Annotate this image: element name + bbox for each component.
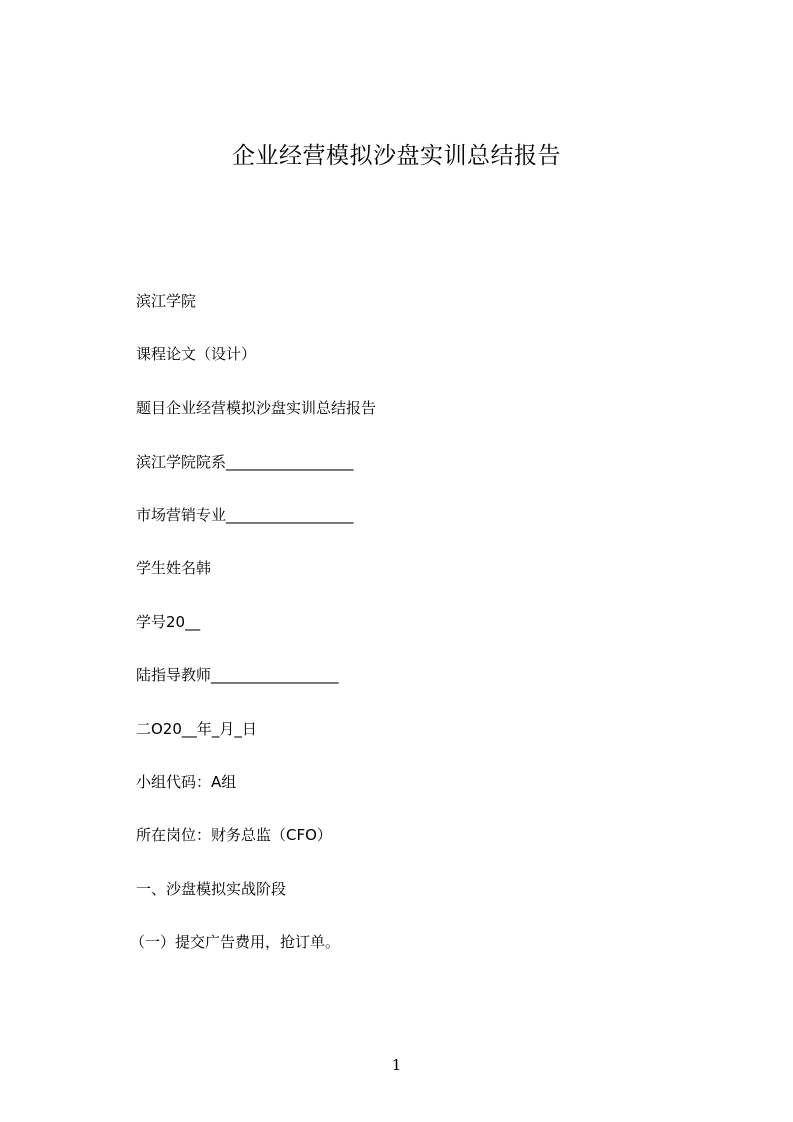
group-code-line: 小组代码：A组: [136, 773, 237, 791]
student-name-line: 学生姓名韩: [136, 559, 212, 577]
page-number: 1: [391, 1056, 402, 1074]
school-name: 滨江学院: [136, 292, 197, 310]
section-heading: 一、沙盘模拟实战阶段: [136, 880, 287, 898]
date-line: 二O20__年_月_日: [136, 720, 257, 738]
department-line: 滨江学院院系_________________: [136, 453, 354, 471]
course-type: 课程论文（设计）: [136, 345, 257, 363]
document-title: 企业经营模拟沙盘实训总结报告: [232, 143, 561, 169]
subsection-heading: （一）提交广告费用，抢订单。: [130, 933, 341, 951]
topic-line: 题目企业经营模拟沙盘实训总结报告: [136, 399, 377, 417]
student-id-line: 学号20__: [136, 613, 201, 631]
advisor-line: 陆指导教师_________________: [136, 666, 339, 684]
major-line: 市场营销专业_________________: [136, 506, 354, 524]
position-line: 所在岗位：财务总监（CFO）: [136, 826, 332, 844]
